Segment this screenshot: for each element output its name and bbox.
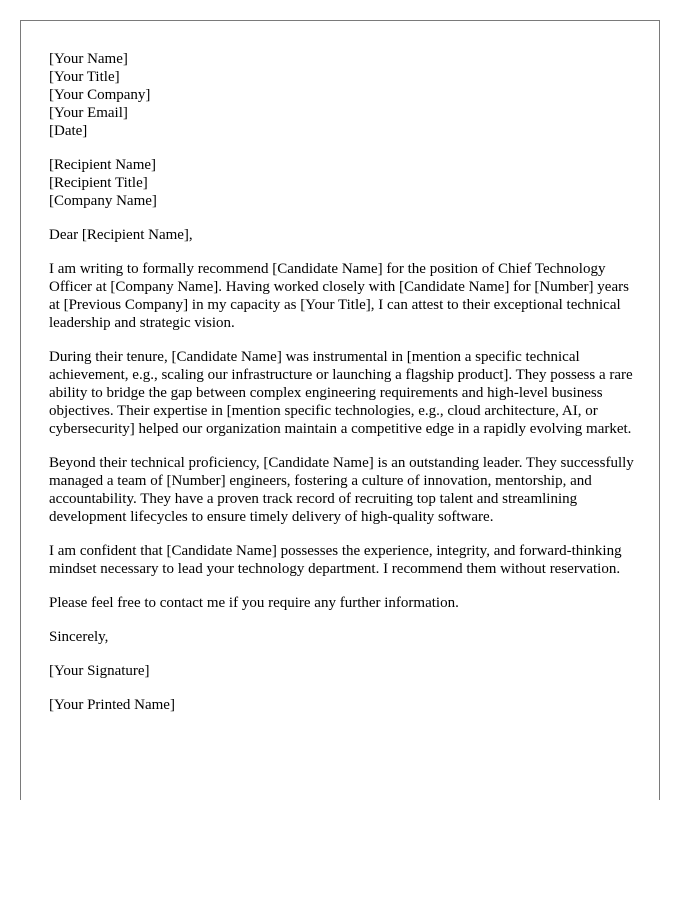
sender-company: [Your Company] (49, 87, 151, 103)
body-paragraph-achievements: During their tenure, [Candidate Name] was instrumental in [mention a specific technical achievement, e.g., scaling our infrastructure or launching a flagship product]. They possess a rare ability to bridge the gap between complex engineering requirements and high-level business objectives. Their expertise in [mention specific technologies, e.g., cloud architecture, AI, or cybersecurity] helped our organization maintain a competitive edge in a rapidly evolving market. (49, 349, 633, 437)
printed-name: [Your Printed Name] (49, 697, 175, 713)
body-paragraph-recommendation: I am confident that [Candidate Name] possesses the experience, integrity, and forward-thinking mindset necessary to lead your technology department. I recommend them without reservation. (49, 543, 622, 577)
letter-date: [Date] (49, 123, 88, 139)
body-paragraph-contact: Please feel free to contact me if you require any further information. (49, 595, 459, 611)
letter-content (49, 50, 639, 730)
sender-title: [Your Title] (49, 69, 120, 85)
recipient-name: [Recipient Name] (49, 157, 157, 173)
closing: Sincerely, (49, 629, 109, 645)
recipient-company: [Company Name] (49, 193, 157, 209)
recipient-title: [Recipient Title] (49, 175, 148, 191)
salutation: Dear [Recipient Name], (49, 227, 193, 243)
body-paragraph-intro: I am writing to formally recommend [Candidate Name] for the position of Chief Technology Officer at [Company Name]. Having worked closely with [Candidate Name] for [Number] years at [Previous Company] in my capacity as [Your Title], I can attest to their exceptional technical leadership and strategic vision. (49, 261, 629, 331)
sender-name: [Your Name] (49, 51, 128, 67)
sender-email: [Your Email] (49, 105, 128, 121)
body-paragraph-leadership: Beyond their technical proficiency, [Candidate Name] is an outstanding leader. They successfully managed a team of [Number] engineers, fostering a culture of innovation, mentorship, and accountability. They have a proven track record of recruiting top talent and streamlining development lifecycles to ensure timely delivery of high-quality software. (49, 455, 634, 525)
recipient-block (49, 156, 639, 210)
signature: [Your Signature] (49, 663, 150, 679)
sender-block (49, 50, 639, 140)
letter-page (20, 20, 660, 800)
